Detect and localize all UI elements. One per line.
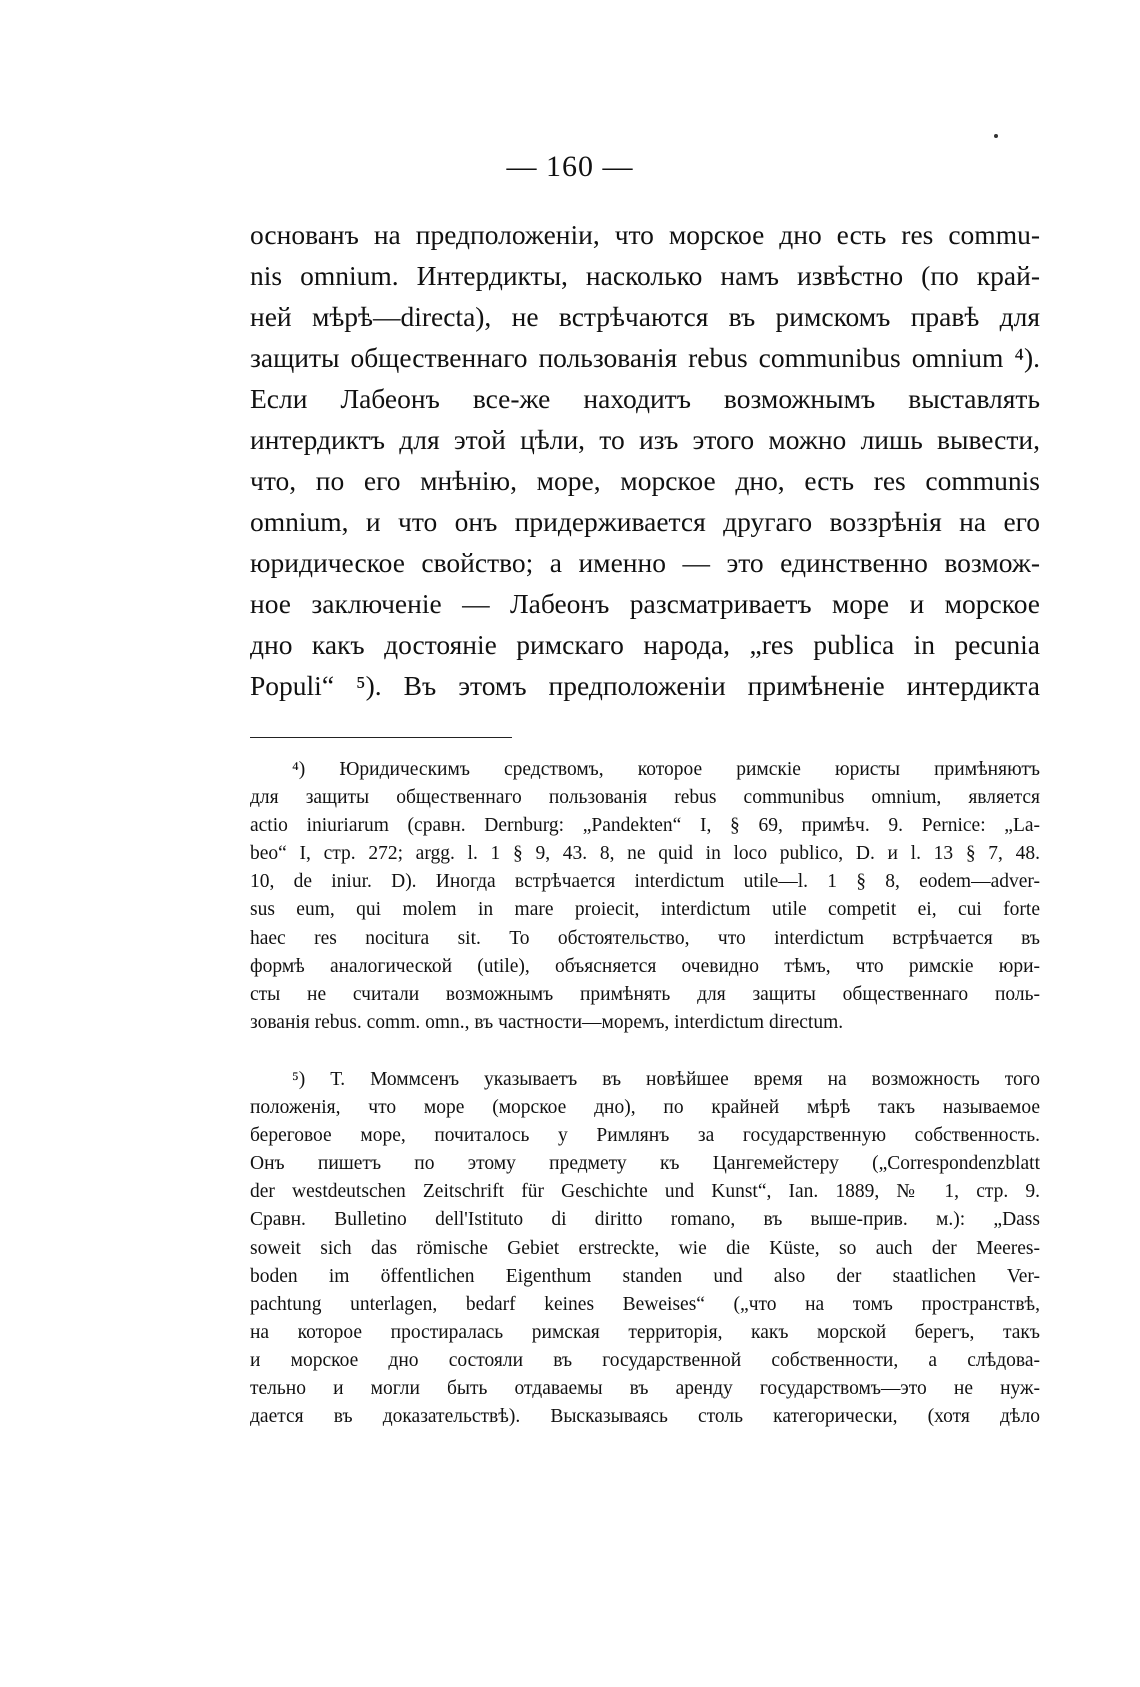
footnote-line: soweit sich das römische Gebiet erstreckte, wie die Küste, so auch der Meeres- xyxy=(250,1237,1040,1259)
text-line: nis omnium. Интердикты, насколько намъ извѣстно (по край- xyxy=(250,260,1040,291)
text-line: интердиктъ для этой цѣли, то изъ этого можно лишь вывести, xyxy=(250,424,1040,455)
footnote-line: береговое море, почиталось у Римлянъ за государственную собственность. xyxy=(250,1125,1040,1147)
main-text xyxy=(250,214,1040,706)
text-line: omnium, и что онъ придерживается другаго воззрѣнiя на его xyxy=(250,506,1040,537)
text-line: Populi“ ⁵). Въ этомъ предположенiи примѣненiе интердикта xyxy=(250,670,1040,701)
footnote-line: формѣ аналогической (utile), объясняется очевидно тѣмъ, что римскiе юри- xyxy=(250,955,1040,977)
footnote-line: boden im öffentlichen Eigenthum standen und also der staatlichen Ver- xyxy=(250,1265,1040,1287)
print-speck xyxy=(994,134,998,138)
footnote-line: actio iniuriarum (сравн. Dernburg: „Pandekten“ I, § 69, примѣч. 9. Pernice: „La- xyxy=(250,815,1040,837)
text-line: основанъ на предположенiи, что морское дно есть res commu- xyxy=(250,219,1040,250)
footnote-line: и морское дно состояли въ государственной собственности, а слѣдова- xyxy=(250,1349,1040,1371)
footnote-5 xyxy=(250,1066,1040,1431)
footnote-separator xyxy=(250,737,512,738)
footnote-line: для защиты общественнаго пользованiя rebus communibus omnium, является xyxy=(250,787,1040,809)
footnote-line: beo“ I, стр. 272; argg. l. 1 § 9, 43. 8, ne quid in loco publico, D. и l. 13 § 7, 48. xyxy=(250,843,1040,865)
footnote-line: der westdeutschen Zeitschrift für Geschichte und Kunst“, Ian. 1889, № 1, стр. 9. xyxy=(250,1181,1040,1203)
text-line: Если Лабеонъ все-же находитъ возможнымъ выставлять xyxy=(250,383,1040,414)
footnote-4 xyxy=(250,756,1040,1037)
footnote-line: sus eum, qui molem in mare proiecit, interdictum utile competit ei, cui forte xyxy=(250,899,1040,921)
footnote-line: сты не считали возможнымъ примѣнять для защиты общественнаго поль- xyxy=(250,983,1040,1005)
footnote-line: 10, de iniur. D). Иногда встрѣчается interdictum utile—l. 1 § 8, eodem—adver- xyxy=(250,871,1040,893)
footnote-line: дается въ доказательствѣ). Высказываясь столь категорически, (хотя дѣло xyxy=(250,1406,1040,1428)
footnote-line: на которое простиралась римская территорiя, какъ морской берегъ, такъ xyxy=(250,1321,1040,1343)
text-line: юридическое свойство; а именно — это единственно возмож- xyxy=(250,547,1040,578)
footnote-line: Онъ пишетъ по этому предмету къ Цангемейстеру („Correspondenzblatt xyxy=(250,1153,1040,1175)
footnote-line: тельно и могли быть отдаваемы въ аренду государствомъ—это не нуж- xyxy=(250,1378,1040,1400)
footnote-line: pachtung unterlagen, bedarf keines Beweises“ („что на томъ пространствѣ, xyxy=(250,1293,1040,1315)
footnote-line: зованiя rebus. comm. omn., въ частности—моремъ, interdictum directum. xyxy=(250,1011,844,1033)
text-line: ней мѣрѣ—directa), не встрѣчаются въ римскомъ правѣ для xyxy=(250,301,1040,332)
text-line: дно какъ достоянiе римскаго народа, „res publica in pecunia xyxy=(250,629,1040,660)
page-number: — 160 — xyxy=(506,150,634,183)
text-line: что, по его мнѣнiю, море, морское дно, есть res communis xyxy=(250,465,1040,496)
footnote-line: Сравн. Bulletino dell'Istituto di diritto romano, въ выше-прив. м.): „Dass xyxy=(250,1209,1040,1231)
text-line: ное заключенiе — Лабеонъ разсматриваетъ море и морское xyxy=(250,588,1040,619)
footnote-line: положенiя, что море (морское дно), по крайней мѣрѣ такъ называемое xyxy=(250,1097,1040,1119)
text-line: защиты общественнаго пользованiя rebus communibus omnium ⁴). xyxy=(250,342,1040,373)
footnote-line: ⁵) Т. Моммсенъ указываетъ въ новѣйшее время на возможность того xyxy=(292,1069,1040,1090)
footnote-line: ⁴) Юридическимъ средствомъ, которое римскiе юристы примѣняютъ xyxy=(292,759,1040,780)
footnote-line: haec res nocitura sit. То обстоятельство, что interdictum встрѣчается въ xyxy=(250,927,1040,949)
